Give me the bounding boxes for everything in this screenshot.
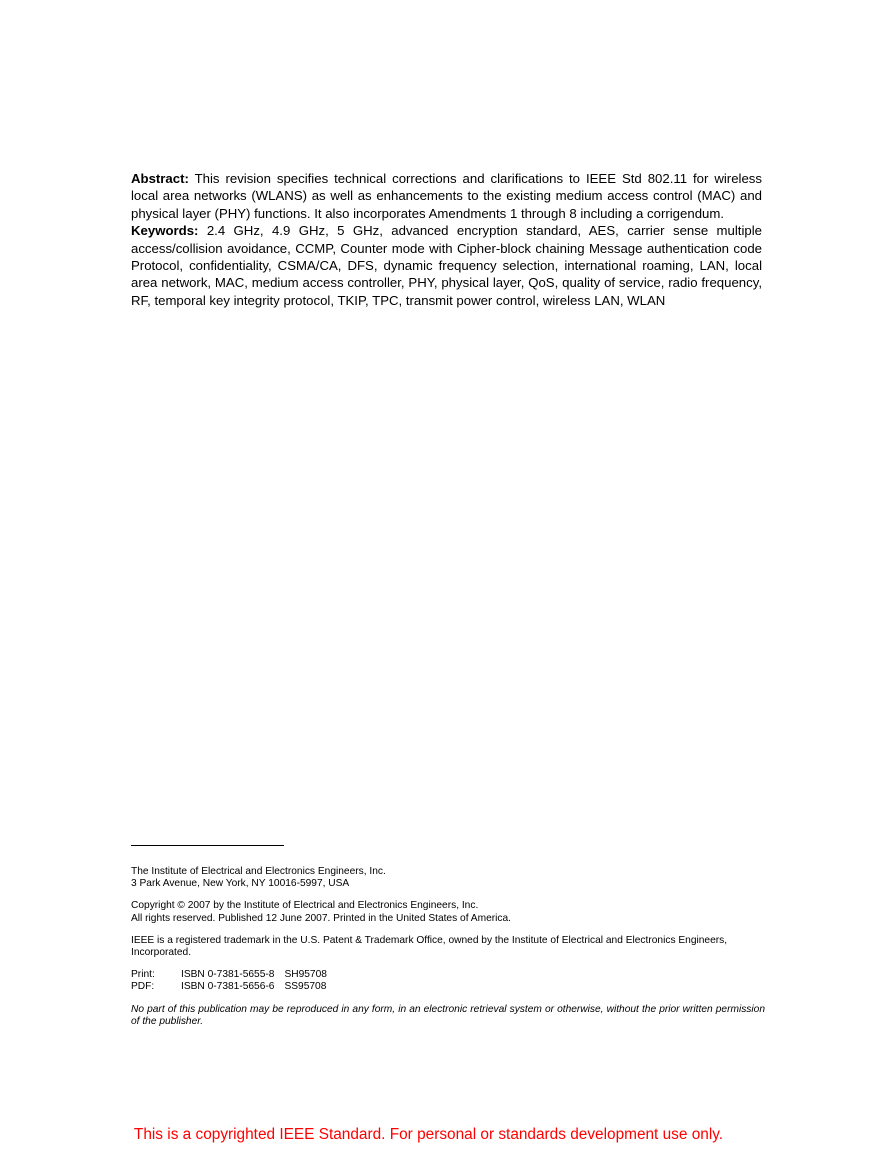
isbn-number: ISBN 0-7381-5656-6 xyxy=(181,981,275,993)
copyright-banner-text: This is a copyrighted IEEE Standard. For personal or standards development use only. xyxy=(133,1126,724,1143)
isbn-format: Print: xyxy=(131,969,155,981)
publisher-address: 3 Park Avenue, New York, NY 10016-5997, USA xyxy=(131,878,350,890)
reproduction-notice: No part of this publication may be reproduced in any form, in an electronic retrieval system or otherwise, without the prior written permission of the publisher. xyxy=(131,1003,765,1027)
copyright-line: Copyright © 2007 by the Institute of Electrical and Electronics Engineers, Inc. xyxy=(131,900,479,912)
keywords-text: 2.4 GHz, 4.9 GHz, 5 GHz, advanced encryption standard, AES, carrier sense multiple access/collision avoidance, CCMP, Counter mode with Cipher-block chaining Message authentication code Protocol, confidentiality, CSMA/CA, DFS, dynamic frequency selection, international roaming, LAN, local area network, MAC, medium access controller, PHY, physical layer, QoS, quality of service, radio frequency, RF, temporal key integrity protocol, TKIP, TPC, transmit power control, wireless LAN, WLAN xyxy=(131,223,762,308)
isbn-code: SS95708 xyxy=(284,981,327,993)
keywords-label: Keywords: xyxy=(131,223,199,239)
isbn-code: SH95708 xyxy=(284,969,327,981)
isbn-format: PDF: xyxy=(131,981,155,993)
publisher-name: The Institute of Electrical and Electronics Engineers, Inc. xyxy=(131,866,386,877)
imprint-section xyxy=(131,866,765,1038)
keywords-paragraph xyxy=(131,222,762,309)
isbn-row-print xyxy=(131,969,337,981)
isbn-row-pdf xyxy=(131,981,337,993)
isbn-table xyxy=(131,969,337,993)
abstract-paragraph xyxy=(131,170,762,222)
trademark-notice: IEEE is a registered trademark in the U.S. Patent & Trademark Office, owned by the Institute of Electrical and Electronics Engineers, Incorporated. xyxy=(131,934,728,959)
rights-line: All rights reserved. Published 12 June 2007. Printed in the United States of America. xyxy=(131,912,511,924)
abstract-label: Abstract: xyxy=(131,171,189,186)
abstract-section xyxy=(131,170,762,309)
publisher-block xyxy=(131,866,765,890)
isbn-number: ISBN 0-7381-5655-8 xyxy=(181,969,275,981)
copyright-block xyxy=(131,900,765,924)
copyright-banner xyxy=(0,1125,893,1145)
footnote-divider xyxy=(131,845,284,846)
abstract-text: This revision specifies technical corrections and clarifications to IEEE Std 802.11 for wireless local area networks (WLANS) as well as enhancements to the existing medium access control (MAC) and physical layer (PHY) functions. It also incorporates Amendments 1 through 8 including a corrigendum. xyxy=(131,171,762,221)
